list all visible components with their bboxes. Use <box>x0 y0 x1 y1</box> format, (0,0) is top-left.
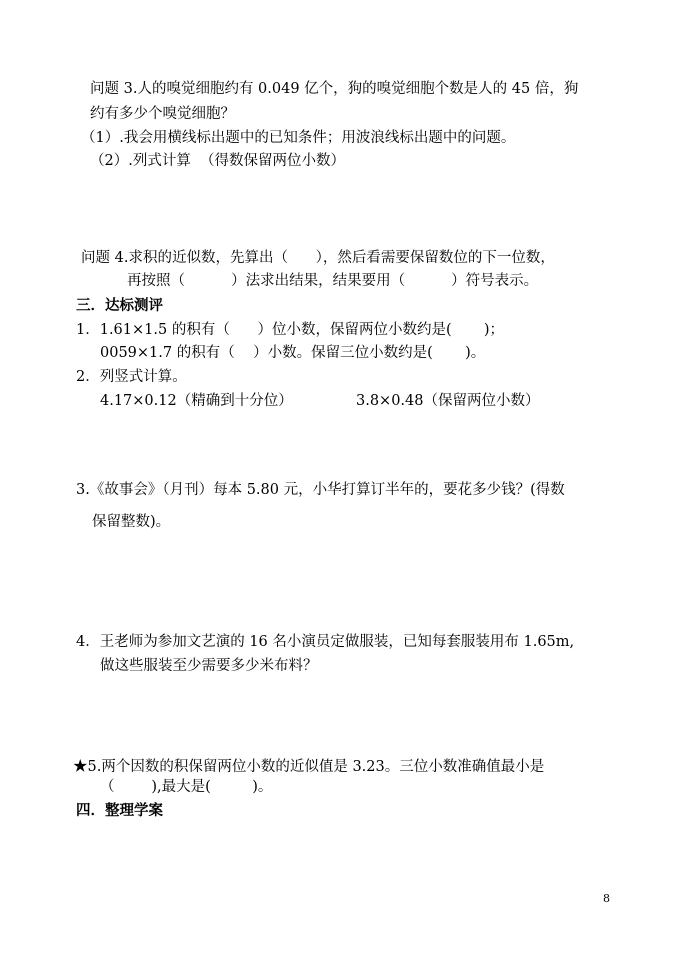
item2-title: 2．列竖式计算。 <box>76 369 187 385</box>
item2-b: 3.8×0.48（保留两位小数） <box>356 393 540 409</box>
q4-line2: 再按照（ ）法求出结果，结果要用（ ）符号表示。 <box>127 273 539 289</box>
section4-title: 四．整理学案 <box>76 803 163 819</box>
item4-line1: 4．王老师为参加文艺演的 16 名小演员定做服装，已知每套服装用布 1.65m, <box>76 634 575 650</box>
item3-line2: 保留整数)。 <box>92 514 171 530</box>
q4-line1: 问题 4.求积的近似数，先算出（ ），然后看需要保留数位的下一位数， <box>81 250 555 266</box>
item2-a: 4.17×0.12（精确到十分位） <box>100 393 293 409</box>
q3-line2: 约有多少个嗅觉细胞？ <box>90 106 235 122</box>
item5-line2: （ ),最大是( )。 <box>100 779 273 795</box>
section3-title: 三．达标测评 <box>76 298 163 314</box>
item5-line1: ★5.两个因数的积保留两位小数的近似值是 3.23。三位小数准确值最小是 <box>73 759 545 775</box>
q3-sub1: （1）.我会用横线标出题中的已知条件；用波浪线标出题中的问题。 <box>81 130 516 146</box>
item4-line2: 做这些服装至少需要多少米布料？ <box>100 658 318 674</box>
item3-line1: 3.《故事会》（月刊）每本 5.80 元，小华打算订半年的，要花多少钱？(得数 <box>76 482 565 498</box>
item1-line1: 1．1.61×1.5 的积有（ ）位小数，保留两位小数约是( )； <box>76 322 505 338</box>
q3-line1: 问题 3.人的嗅觉细胞约有 0.049 亿个，狗的嗅觉细胞个数是人的 45 倍，狗 <box>90 81 579 97</box>
q3-sub2: （2）.列式计算 （得数保留两位小数） <box>90 153 346 169</box>
item1-line2: 0059×1.7 的积有（ ）小数。保留三位小数约是( )。 <box>100 345 486 361</box>
page-number: 8 <box>603 892 610 905</box>
